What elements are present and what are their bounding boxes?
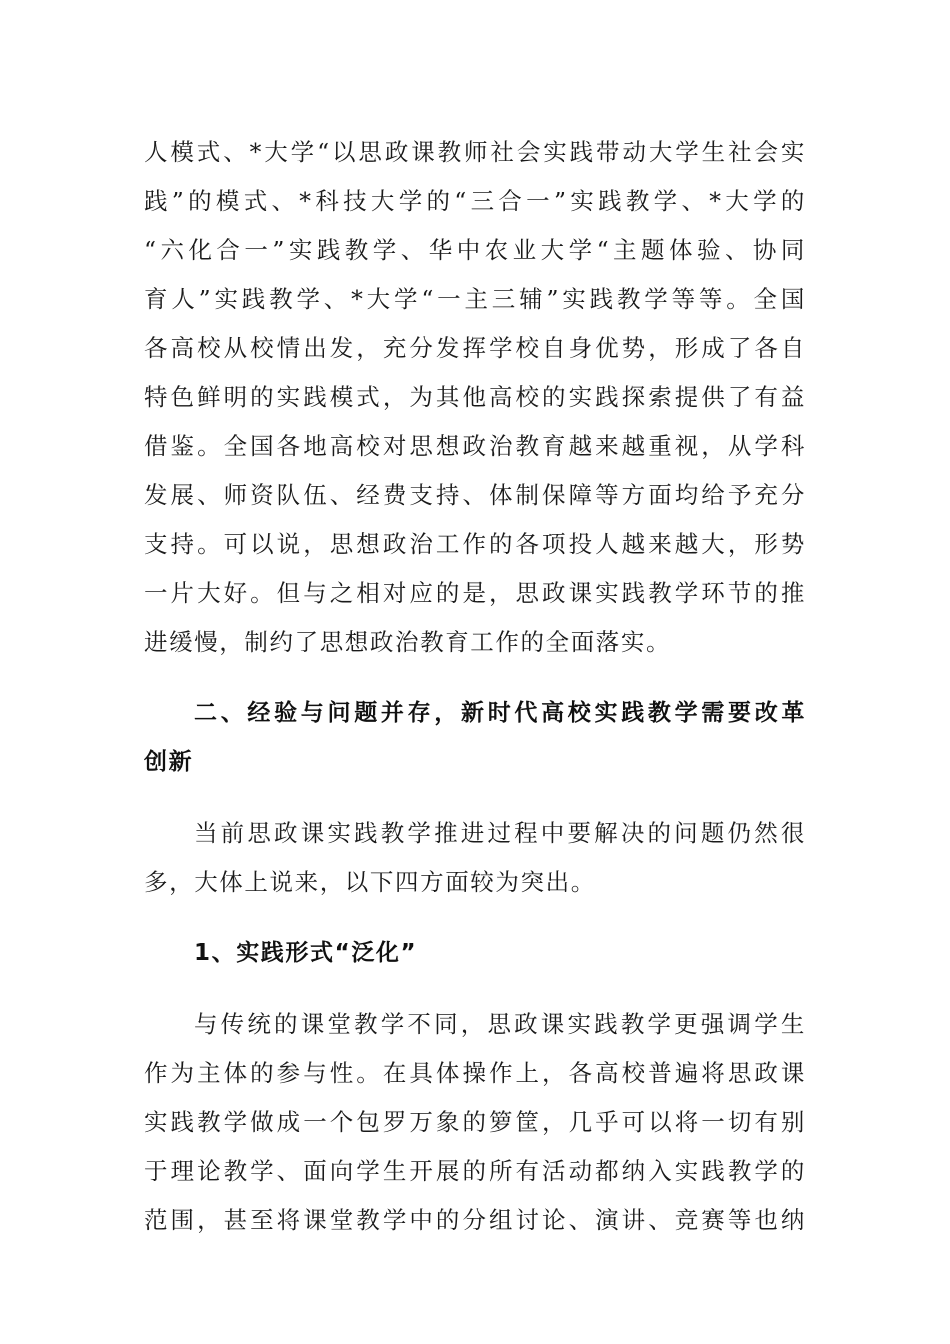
body-paragraph <box>144 128 806 667</box>
text-line: 践”的模式、*科技大学的“三合一”实践教学、*大学的 <box>144 187 806 215</box>
heading-line: 二、经验与问题并存，新时代高校实践教学需要改革 <box>194 700 806 726</box>
text-line: 育人”实践教学、*大学“一主三辅”实践教学等等。全国 <box>144 285 806 313</box>
text-line: 借鉴。全国各地高校对思想政治教育越来越重视，从学科 <box>144 432 806 460</box>
text-line: 发展、师资队伍、经费支持、体制保障等方面均给予充分 <box>144 481 806 509</box>
text-line: 进缓慢，制约了思想政治教育工作的全面落实。 <box>144 628 672 656</box>
text-line: 各高校从校情出发，充分发挥学校自身优势，形成了各自 <box>144 334 806 362</box>
heading-line: 创新 <box>144 749 194 775</box>
subheading <box>144 929 806 978</box>
text-line: 一片大好。但与之相对应的是，思政课实践教学环节的推 <box>144 579 806 607</box>
text-line: 特色鲜明的实践模式，为其他高校的实践探索提供了有益 <box>144 383 806 411</box>
text-line: 与传统的课堂教学不同，思政课实践教学更强调学生 <box>194 1010 806 1038</box>
subheading-text: 1、实践形式“泛化” <box>194 940 418 966</box>
text-line: 于理论教学、面向学生开展的所有活动都纳入实践教学的 <box>144 1157 806 1185</box>
text-line: 多，大体上说来，以下四方面较为突出。 <box>144 868 596 896</box>
body-paragraph <box>144 809 806 907</box>
text-line: 支持。可以说，思想政治工作的各项投人越来越大，形势 <box>144 530 806 558</box>
text-line: 作为主体的参与性。在具体操作上，各高校普遍将思政课 <box>144 1059 806 1087</box>
body-paragraph <box>144 1000 806 1245</box>
text-line: 实践教学做成一个包罗万象的箩筐，几乎可以将一切有别 <box>144 1108 806 1136</box>
text-line: 当前思政课实践教学推进过程中要解决的问题仍然很 <box>194 819 806 847</box>
text-line: “六化合一”实践教学、华中农业大学“主题体验、协同 <box>144 236 806 264</box>
section-heading <box>144 689 806 787</box>
text-line: 人模式、*大学“以思政课教师社会实践带动大学生社会实 <box>144 138 806 166</box>
page-body <box>144 128 806 1245</box>
text-line: 范围，甚至将课堂教学中的分组讨论、演讲、竞赛等也纳 <box>144 1206 806 1234</box>
